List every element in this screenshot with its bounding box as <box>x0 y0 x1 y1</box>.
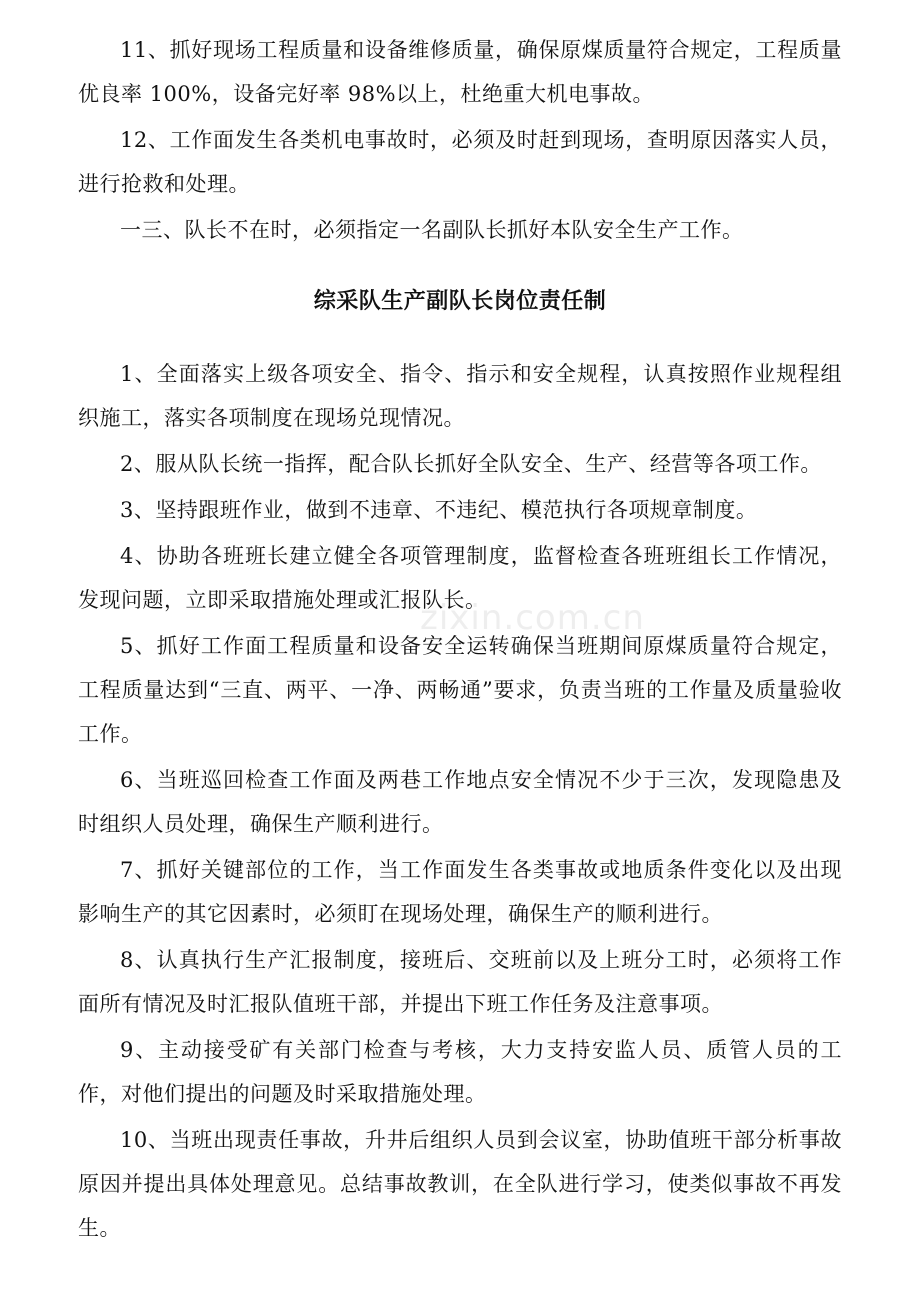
duty-item-10: 10、当班出现责任事故，升井后组织人员到会议室，协助值班干部分析事故原因并提出具体处理意见。总结事故教训，在全队进行学习，使类似事故不再发生。 <box>78 1128 842 1240</box>
duty-item-3: 3、坚持跟班作业，做到不违章、不违纪、模范执行各项规章制度。 <box>120 498 758 522</box>
paragraph-item-13: 一三、队长不在时，必须指定一名副队长抓好本队安全生产工作。 <box>120 218 744 242</box>
section-title: 综采队生产副队长岗位责任制 <box>313 289 607 314</box>
duty-item-8: 8、认真执行生产汇报制度，接班后、交班前以及上班分工时，必须将工作面所有情况及时汇报队值班干部，并提出下班工作任务及注意事项。 <box>78 948 842 1016</box>
duty-item-2: 2、服从队长统一指挥，配合队长抓好全队安全、生产、经营等各项工作。 <box>120 452 822 476</box>
paragraph-item-11: 11、抓好现场工程质量和设备维修质量，确保原煤质量符合规定，工程质量优良率 100%，设备完好率 98%以上，杜绝重大机电事故。 <box>78 38 842 106</box>
duty-item-4: 4、协助各班班长建立健全各项管理制度，监督检查各班班组长工作情况，发现问题，立即采取措施处理或汇报队长。 <box>78 544 842 612</box>
duty-item-1: 1、全面落实上级各项安全、指令、指示和安全规程，认真按照作业规程组织施工，落实各项制度在现场兑现情况。 <box>78 362 842 430</box>
paragraph-item-12: 12、工作面发生各类机电事故时，必须及时赶到现场，查明原因落实人员，进行抢救和处理。 <box>78 128 842 196</box>
duty-item-9: 9、主动接受矿有关部门检查与考核，大力支持安监人员、质管人员的工作，对他们提出的问题及时采取措施处理。 <box>78 1038 842 1106</box>
duty-item-5: 5、抓好工作面工程质量和设备安全运转确保当班期间原煤质量符合规定，工程质量达到“三直、两平、一净、两畅通”要求，负责当班的工作量及质量验收工作。 <box>78 634 842 746</box>
watermark-text: zixin.com.cn <box>420 598 645 638</box>
duty-item-6: 6、当班巡回检查工作面及两巷工作地点安全情况不少于三次，发现隐患及时组织人员处理，确保生产顺利进行。 <box>78 768 842 836</box>
duty-item-7: 7、抓好关键部位的工作，当工作面发生各类事故或地质条件变化以及出现影响生产的其它因素时，必须盯在现场处理，确保生产的顺利进行。 <box>78 858 842 926</box>
